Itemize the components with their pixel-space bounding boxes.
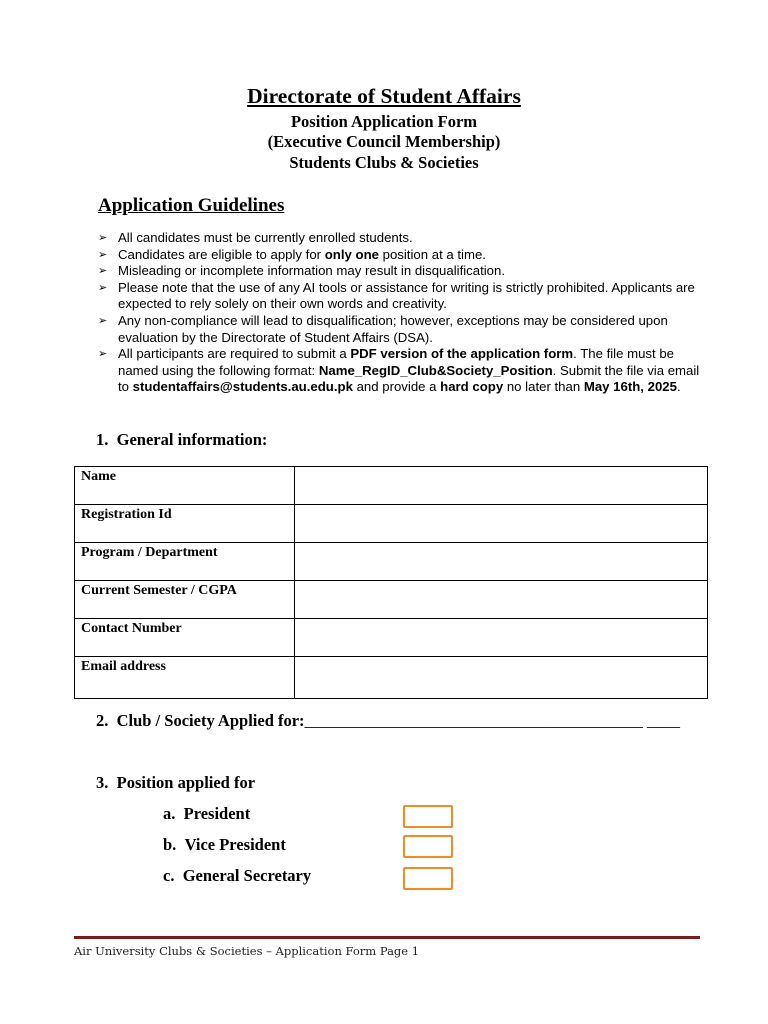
field-label: Email address [75, 657, 295, 699]
guideline-emphasis: studentaffairs@students.au.edu.pk [132, 379, 353, 395]
table-row [75, 619, 708, 657]
field-input[interactable] [295, 505, 708, 543]
guideline-item [98, 263, 708, 280]
guideline-text: position at a time. [378, 246, 486, 262]
section-number: 2. [96, 711, 109, 730]
guideline-item [98, 247, 708, 264]
guideline-text: Candidates are eligible to apply for [118, 246, 325, 262]
field-input[interactable] [295, 467, 708, 505]
club-fill-line[interactable]: _________________________________________ ____ [304, 711, 680, 730]
guideline-emphasis: only one [324, 246, 379, 262]
option-label: Vice President [184, 835, 286, 854]
guideline-emphasis: Name_RegID_Club&Society_Position [318, 362, 553, 378]
position-option-president [163, 804, 250, 824]
guideline-text: Any non-compliance will lead to disqualification; however, exceptions may be considered upon evaluation by the Directorate of Student Affairs (DSA). [118, 312, 668, 345]
table-row [75, 543, 708, 581]
guideline-text: . Submit the file via email to [118, 362, 700, 395]
position-option-general-secretary [163, 866, 311, 886]
option-letter: c. [163, 866, 175, 885]
arrow-bullet-icon: ➢ [98, 314, 108, 327]
guideline-text: Please note that the use of any AI tools or assistance for writing is strictly prohibited. Applicants are expected to rely solely on their own words and creativity. [118, 279, 695, 312]
general-secretary-checkbox[interactable] [403, 867, 453, 890]
section-heading: Position applied for [116, 773, 256, 792]
field-label: Name [75, 467, 295, 505]
table-row [75, 657, 708, 699]
option-letter: a. [163, 804, 176, 823]
guideline-item [98, 280, 708, 313]
guideline-text: All candidates must be currently enrolled students. [118, 230, 413, 245]
guideline-text: and provide a [352, 379, 441, 395]
arrow-bullet-icon: ➢ [98, 232, 108, 244]
form-subtitle-membership: (Executive Council Membership) [267, 132, 501, 151]
field-label: Contact Number [75, 619, 295, 657]
section-heading: General information: [116, 430, 268, 449]
field-input[interactable] [295, 657, 708, 699]
arrow-bullet-icon: ➢ [98, 348, 108, 361]
field-input[interactable] [295, 619, 708, 657]
field-label: Current Semester / CGPA [75, 581, 295, 619]
table-row [75, 505, 708, 543]
footer-rule [74, 936, 700, 939]
guideline-item [98, 346, 708, 396]
arrow-bullet-icon: ➢ [98, 281, 108, 294]
guideline-text: All participants are required to submit a [118, 346, 351, 362]
guideline-emphasis: hard copy [440, 379, 504, 395]
section-general-heading [96, 430, 267, 450]
guideline-text: . The file must be named using the following format: [118, 346, 675, 378]
table-row [75, 467, 708, 505]
section-club-heading [96, 711, 680, 731]
guideline-text: . [676, 379, 681, 395]
form-subtitle-clubs: Students Clubs & Societies [289, 153, 479, 172]
page-footer: Air University Clubs & Societies – Application Form Page 1 [74, 944, 420, 958]
field-input[interactable] [295, 543, 708, 581]
guideline-item [98, 313, 708, 346]
guideline-emphasis: PDF version of the application form [350, 346, 574, 362]
field-label: Program / Department [75, 543, 295, 581]
guideline-text: no later than [503, 379, 584, 395]
arrow-bullet-icon: ➢ [98, 265, 108, 278]
option-label: President [183, 804, 251, 823]
section-number: 3. [96, 773, 109, 792]
vice-president-checkbox[interactable] [403, 835, 453, 858]
table-row [75, 581, 708, 619]
guideline-text: Misleading or incomplete information may result in disqualification. [118, 263, 506, 279]
guideline-item [98, 230, 708, 247]
president-checkbox[interactable] [403, 805, 453, 828]
arrow-bullet-icon: ➢ [98, 248, 108, 261]
field-label: Registration Id [75, 505, 295, 543]
section-number: 1. [96, 430, 109, 449]
position-option-vice-president [163, 835, 286, 855]
field-input[interactable] [295, 581, 708, 619]
guidelines-heading: Application Guidelines [98, 195, 285, 216]
page-title: Directorate of Student Affairs [247, 84, 521, 108]
option-letter: b. [163, 835, 177, 854]
guidelines-list [98, 230, 708, 396]
section-heading: Club / Society Applied for: [116, 711, 305, 730]
form-subtitle: Position Application Form [290, 112, 478, 131]
guideline-emphasis: May 16th, 2025 [583, 379, 677, 395]
section-position-heading [96, 773, 255, 793]
general-info-table [74, 466, 708, 699]
option-label: General Secretary [182, 866, 312, 885]
